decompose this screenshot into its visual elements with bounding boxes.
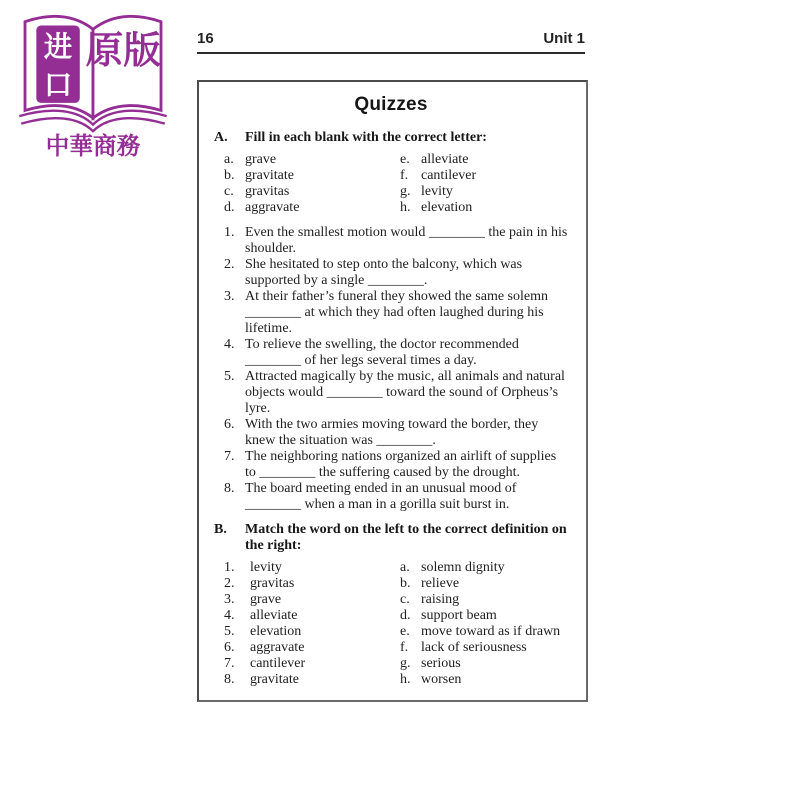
svg-text:口: 口 — [43, 68, 73, 102]
match-row — [224, 672, 568, 688]
original-text: 原版 — [85, 28, 161, 73]
word-letter: a. — [224, 152, 234, 167]
quiz-box — [197, 80, 588, 702]
definition-letter: b. — [400, 576, 411, 591]
matching-list — [224, 560, 568, 688]
section-a-label: A. — [214, 130, 228, 145]
unit-label: Unit 1 — [543, 30, 585, 47]
match-number: 8. — [224, 672, 235, 687]
word: alleviate — [421, 152, 469, 167]
word: levity — [421, 184, 453, 199]
word: aggravate — [245, 200, 300, 215]
match-word: cantilever — [250, 656, 306, 671]
word-bank-row — [224, 184, 568, 200]
running-head — [197, 30, 585, 54]
question-item — [224, 289, 568, 337]
word-letter: c. — [224, 184, 234, 199]
definition-letter: e. — [400, 624, 410, 639]
section-b-label: B. — [214, 522, 227, 537]
question-text: The neighboring nations organized an airlift of supplies to ________ the suffering caused by the drought. — [245, 449, 557, 480]
question-text: The board meeting ended in an unusual mood of ________ when a man in a gorilla suit burst in. — [245, 481, 517, 512]
word-bank — [224, 152, 568, 216]
question-item — [224, 337, 568, 369]
question-text: She hesitated to step onto the balcony, which was supported by a single ________. — [245, 257, 523, 288]
question-item — [224, 225, 568, 257]
definition-text: lack of seriousness — [421, 640, 527, 655]
question-item — [224, 417, 568, 449]
question-item — [224, 449, 568, 481]
section-b-heading — [214, 522, 568, 554]
definition-letter: h. — [400, 672, 411, 687]
match-number: 5. — [224, 624, 235, 639]
question-number: 4. — [224, 337, 235, 352]
definition-text: move toward as if drawn — [421, 624, 561, 639]
word-bank-row — [224, 152, 568, 168]
definition-text: worsen — [421, 672, 462, 687]
match-word: gravitate — [250, 672, 299, 687]
word: grave — [245, 152, 277, 167]
match-number: 2. — [224, 576, 235, 591]
match-word: levity — [250, 560, 282, 575]
question-item — [224, 369, 568, 417]
word: gravitate — [245, 168, 294, 183]
definition-letter: g. — [400, 656, 411, 671]
definition-letter: a. — [400, 560, 410, 575]
match-word: elevation — [250, 624, 302, 639]
word: cantilever — [421, 168, 477, 183]
definition-letter: f. — [400, 640, 409, 655]
question-number: 7. — [224, 449, 235, 464]
definition-letter: d. — [400, 608, 411, 623]
definition-text: support beam — [421, 608, 497, 623]
word: elevation — [421, 200, 473, 215]
definition-text: relieve — [421, 576, 460, 591]
question-number: 2. — [224, 257, 235, 272]
page-number: 16 — [197, 30, 214, 47]
match-number: 4. — [224, 608, 235, 623]
question-item — [224, 257, 568, 289]
match-number: 1. — [224, 560, 235, 575]
match-word: alleviate — [250, 608, 298, 623]
word-bank-row — [224, 168, 568, 184]
question-text: To relieve the swelling, the doctor recommended ________ of her legs several times a day. — [245, 337, 519, 368]
match-row — [224, 656, 568, 672]
match-word: aggravate — [250, 640, 305, 655]
quiz-title: Quizzes — [354, 94, 428, 115]
definition-text: solemn dignity — [421, 560, 505, 575]
word-letter: h. — [400, 200, 411, 215]
company-name-text: 中華商務 — [45, 131, 141, 160]
match-number: 3. — [224, 592, 235, 607]
section-b-heading-text: Match the word on the left to the correct definition on the right: — [245, 522, 567, 553]
question-number: 6. — [224, 417, 235, 432]
word-letter: d. — [224, 200, 235, 215]
word-bank-row — [224, 200, 568, 216]
match-row — [224, 560, 568, 576]
match-row — [224, 592, 568, 608]
match-row — [224, 608, 568, 624]
section-a-heading — [214, 130, 568, 146]
word-letter: f. — [400, 168, 409, 183]
match-row — [224, 624, 568, 640]
import-text: 进 — [43, 30, 73, 64]
match-number: 7. — [224, 656, 235, 671]
question-text: At their father’s funeral they showed the same solemn ________ at which they had often laughed during his lifetime. — [245, 289, 548, 336]
word-letter: e. — [400, 152, 410, 167]
fill-in-questions — [224, 225, 568, 513]
section-a-heading-text: Fill in each blank with the correct letter: — [245, 130, 487, 145]
definition-letter: c. — [400, 592, 410, 607]
question-number: 5. — [224, 369, 235, 384]
word: gravitas — [245, 184, 290, 199]
question-number: 3. — [224, 289, 235, 304]
word-letter: g. — [400, 184, 411, 199]
question-number: 8. — [224, 481, 235, 496]
question-item — [224, 481, 568, 513]
import-original-stamp-logo — [8, 4, 178, 164]
question-number: 1. — [224, 225, 235, 240]
match-number: 6. — [224, 640, 235, 655]
match-word: gravitas — [250, 576, 295, 591]
question-text: Even the smallest motion would ________ the pain in his shoulder. — [245, 225, 568, 256]
question-text: With the two armies moving toward the border, they knew the situation was ________. — [245, 417, 539, 448]
definition-text: serious — [421, 656, 461, 671]
match-row — [224, 576, 568, 592]
word-letter: b. — [224, 168, 235, 183]
match-word: grave — [250, 592, 282, 607]
question-text: Attracted magically by the music, all animals and natural objects would ________ toward the sound of Orpheus’s lyre. — [245, 369, 565, 416]
definition-text: raising — [421, 592, 460, 607]
match-row — [224, 640, 568, 656]
